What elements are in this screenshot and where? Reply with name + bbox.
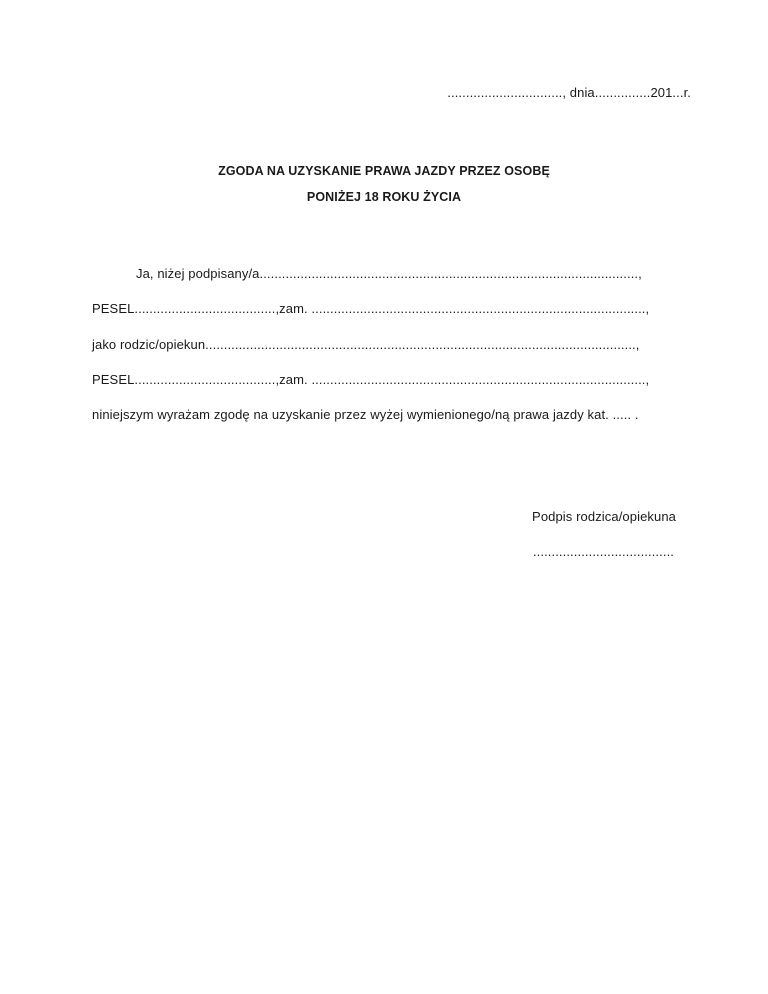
declarant-pesel-address-line: PESEL......................................,zam. .........................................................................................., xyxy=(92,301,650,316)
document-title-line-1: ZGODA NA UZYSKANIE PRAWA JAZDY PRZEZ OSOBĘ xyxy=(218,164,550,178)
declarant-name-line: Ja, niżej podpisany/a......................................................................................................, xyxy=(136,266,642,281)
signature-label: Podpis rodzica/opiekuna xyxy=(532,509,676,524)
consent-statement-line: niniejszym wyrażam zgodę na uzyskanie przez wyżej wymienionego/ną prawa jazdy kat. ..... . xyxy=(92,407,639,422)
place-date-line: ..............................., dnia...............201...r. xyxy=(447,85,691,100)
parent-guardian-line: jako rodzic/opiekun...................................................................................................................., xyxy=(92,337,640,352)
document-title-line-2: PONIŻEJ 18 ROKU ŻYCIA xyxy=(306,190,462,204)
signature-dots-line: ...................................... xyxy=(532,544,674,559)
minor-pesel-address-line: PESEL......................................,zam. .........................................................................................., xyxy=(92,372,650,387)
